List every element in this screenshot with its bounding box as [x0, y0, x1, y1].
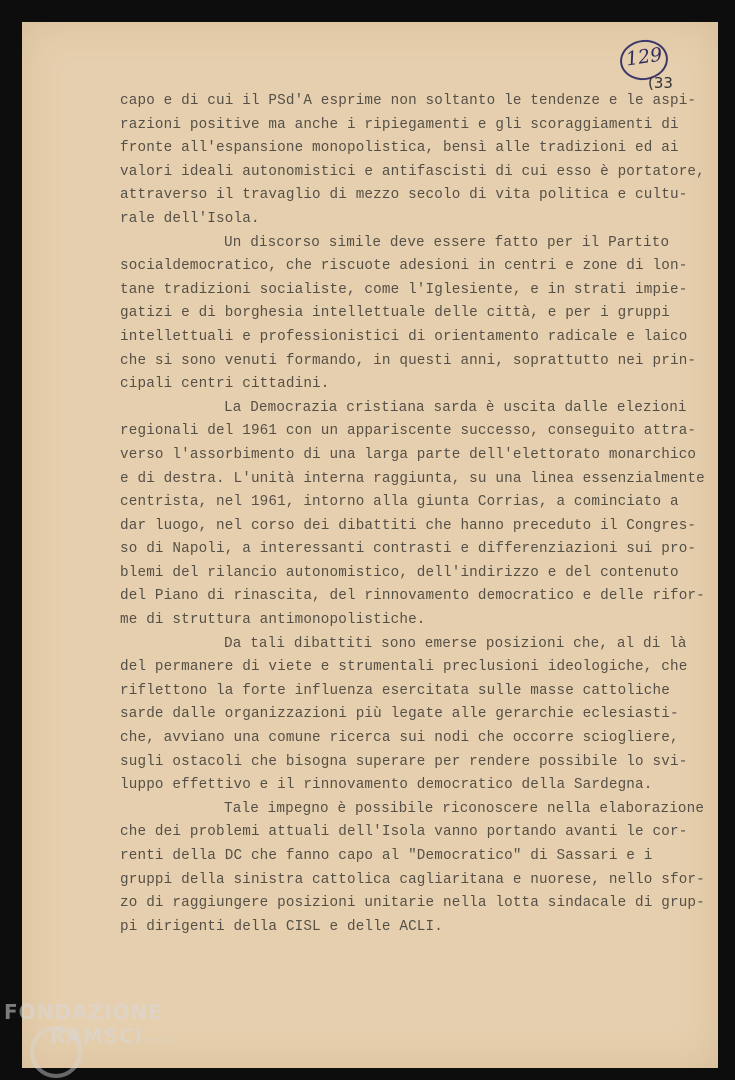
text-line: sarde dalle organizzazioni più legate alle gerarchie eclesiasti- — [120, 706, 679, 723]
text-line: del permanere di viete e strumentali preclusioni ideologiche, che — [120, 659, 688, 676]
text-line: cipali centri cittadini. — [120, 376, 330, 393]
page-number: (33 — [648, 74, 673, 92]
text-line: centrista, nel 1961, intorno alla giunta Corrias, a cominciato a — [120, 494, 679, 511]
watermark-line1: FONDAZIONE — [4, 1000, 163, 1024]
text-line: dar luogo, nel corso dei dibattiti che hanno preceduto il Congres- — [120, 517, 697, 534]
text-line: verso l'assorbimento di una larga parte dell'elettorato monarchico — [120, 446, 697, 463]
text-line: me di struttura antimonopolistiche. — [120, 612, 426, 629]
text-line: attraverso il travaglio di mezzo secolo di vita politica e cultu- — [120, 187, 688, 204]
text-line: Da tali dibattiti sono emerse posizioni che, al di là — [224, 635, 687, 652]
text-line: blemi del rilancio autonomistico, dell'indirizzo e del contenuto — [120, 564, 679, 581]
text-line: sugli ostacoli che bisogna superare per rendere possibile lo svi- — [120, 753, 688, 770]
text-line: riflettono la forte influenza esercitata sulle masse cattoliche — [120, 682, 670, 699]
text-line: capo e di cui il PSd'A esprime non soltanto le tendenze e le aspi- — [120, 93, 697, 109]
text-line: che, avviano una comune ricerca sui nodi che occorre sciogliere, — [120, 730, 679, 747]
text-line: e di destra. L'unità interna raggiunta, su una linea essenzialmente — [120, 470, 705, 487]
text-line: socialdemocratico, che riscuote adesioni in centri e zone di lon- — [120, 258, 688, 275]
text-line: che si sono venuti formando, in questi anni, soprattutto nei prin- — [120, 352, 697, 369]
text-line: del Piano di rinascita, del rinnovamento democratico e delle rifor- — [120, 588, 705, 605]
text-line: Un discorso simile deve essere fatto per il Partito — [224, 234, 670, 251]
watermark-name: RAMSCI — [50, 1024, 144, 1048]
text-line: pi dirigenti della CISL e delle ACLI. — [120, 918, 443, 935]
text-line: gatizi e di borghesia intellettuale delle città, e per i gruppi — [120, 305, 670, 322]
text-line: zo di raggiungere posizioni unitarie nella lotta sindacale di grup- — [120, 895, 705, 912]
document-page — [22, 22, 718, 1068]
watermark-line2 — [4, 1024, 171, 1053]
text-line: rale dell'Isola. — [120, 210, 260, 227]
text-line: luppo effettivo e il rinnovamento democratico della Sardegna. — [120, 777, 653, 794]
archive-stamp-number: 129 — [624, 43, 664, 71]
text-line: Tale impegno è possibile riconoscere nella elaborazione — [224, 800, 705, 817]
text-line: fronte all'espansione monopolistica, bensì alle tradizioni ed ai — [120, 140, 679, 157]
text-line: intellettuali e professionistici di orientamento radicale e laico — [120, 328, 688, 345]
text-line: gruppi della sinistra cattolica cagliaritana e nuorese, nello sfor- — [120, 871, 705, 888]
text-line: La Democrazia cristiana sarda è uscita dalle elezioni — [224, 399, 687, 416]
text-line: valori ideali autonomistici e antifascisti di cui esso è portatore, — [120, 163, 705, 180]
document-body — [120, 90, 705, 939]
watermark-onlus: onlus — [147, 1036, 172, 1046]
text-line: regionali del 1961 con un appariscente successo, conseguito attra- — [120, 423, 697, 440]
text-line: che dei problemi attuali dell'Isola vanno portando avanti le cor- — [120, 824, 688, 841]
watermark-logo — [4, 1000, 171, 1053]
text-line: so di Napoli, a interessanti contrasti e differenziazioni sui pro- — [120, 541, 697, 558]
text-line: renti della DC che fanno capo al "Democratico" di Sassari e i — [120, 848, 653, 864]
text-line: razioni positive ma anche i ripiegamenti e gli scoraggiamenti di — [120, 116, 679, 133]
text-line: tane tradizioni socialiste, come l'Iglesiente, e in strati impie- — [120, 281, 688, 298]
